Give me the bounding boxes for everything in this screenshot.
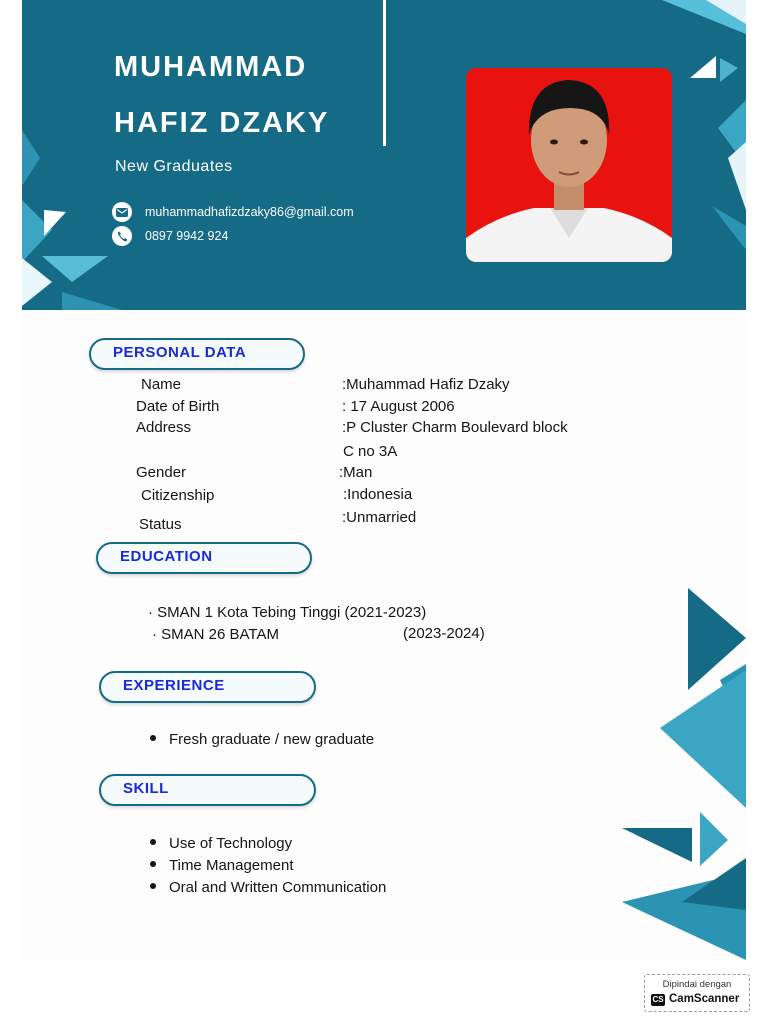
education-item-2-school: · SMAN 26 BATAM	[152, 626, 279, 643]
status-value: :Unmarried	[342, 509, 417, 526]
header-divider	[383, 0, 386, 146]
personal-data-heading	[89, 338, 305, 370]
education-title: EDUCATION	[120, 548, 213, 565]
experience-heading	[99, 671, 316, 703]
experience-title: EXPERIENCE	[123, 677, 225, 694]
gender-label: Gender	[136, 464, 187, 481]
camscanner-watermark	[644, 974, 750, 1012]
bullet-icon	[150, 839, 156, 845]
dob-value: : 17 August 2006	[342, 398, 455, 415]
bullet-icon	[150, 735, 156, 741]
citizenship-value: :Indonesia	[343, 486, 413, 503]
camscanner-logo-icon: CS	[652, 995, 664, 1004]
email-icon	[112, 202, 132, 222]
skill-heading	[99, 774, 316, 806]
profile-photo	[466, 68, 672, 262]
name-label: Name	[141, 376, 182, 393]
job-title: New Graduates	[115, 158, 233, 175]
education-heading	[96, 542, 312, 574]
side-decoration	[582, 580, 746, 960]
citizenship-label: Citizenship	[141, 487, 215, 504]
skill-item: Use of Technology	[150, 835, 292, 852]
address-label: Address	[136, 419, 192, 436]
email-text: muhammadhafizdzaky86@gmail.com	[145, 205, 354, 219]
experience-item: Fresh graduate / new graduate	[150, 731, 374, 748]
name-line-2: HAFIZ DZAKY	[114, 107, 330, 139]
education-item-2-years: (2023-2024)	[403, 625, 485, 642]
bullet-icon	[150, 883, 156, 889]
resume-page	[22, 0, 746, 960]
dob-label: Date of Birth	[136, 398, 220, 415]
address-value-line1: :P Cluster Charm Boulevard block	[342, 419, 568, 436]
address-value-line2: C no 3A	[343, 443, 398, 460]
phone-icon	[112, 226, 132, 246]
gender-value: :Man	[339, 464, 373, 481]
email-row	[112, 202, 354, 222]
phone-row	[112, 226, 228, 246]
skill-item: Oral and Written Communication	[150, 879, 386, 896]
watermark-line2: CamScanner	[669, 993, 740, 1005]
skill-title: SKILL	[123, 780, 169, 797]
watermark-line1: Dipindai dengan	[662, 979, 732, 990]
status-label: Status	[139, 516, 182, 533]
name-value: :Muhammad Hafiz Dzaky	[342, 376, 510, 393]
resume-header	[22, 0, 746, 310]
bullet-icon	[150, 861, 156, 867]
skill-item: Time Management	[150, 857, 294, 874]
phone-text: 0897 9942 924	[145, 229, 229, 243]
education-item-1: · SMAN 1 Kota Tebing Tinggi (2021-2023)	[148, 604, 427, 621]
name-line-1: MUHAMMAD	[114, 51, 308, 83]
personal-data-title: PERSONAL DATA	[113, 344, 247, 361]
